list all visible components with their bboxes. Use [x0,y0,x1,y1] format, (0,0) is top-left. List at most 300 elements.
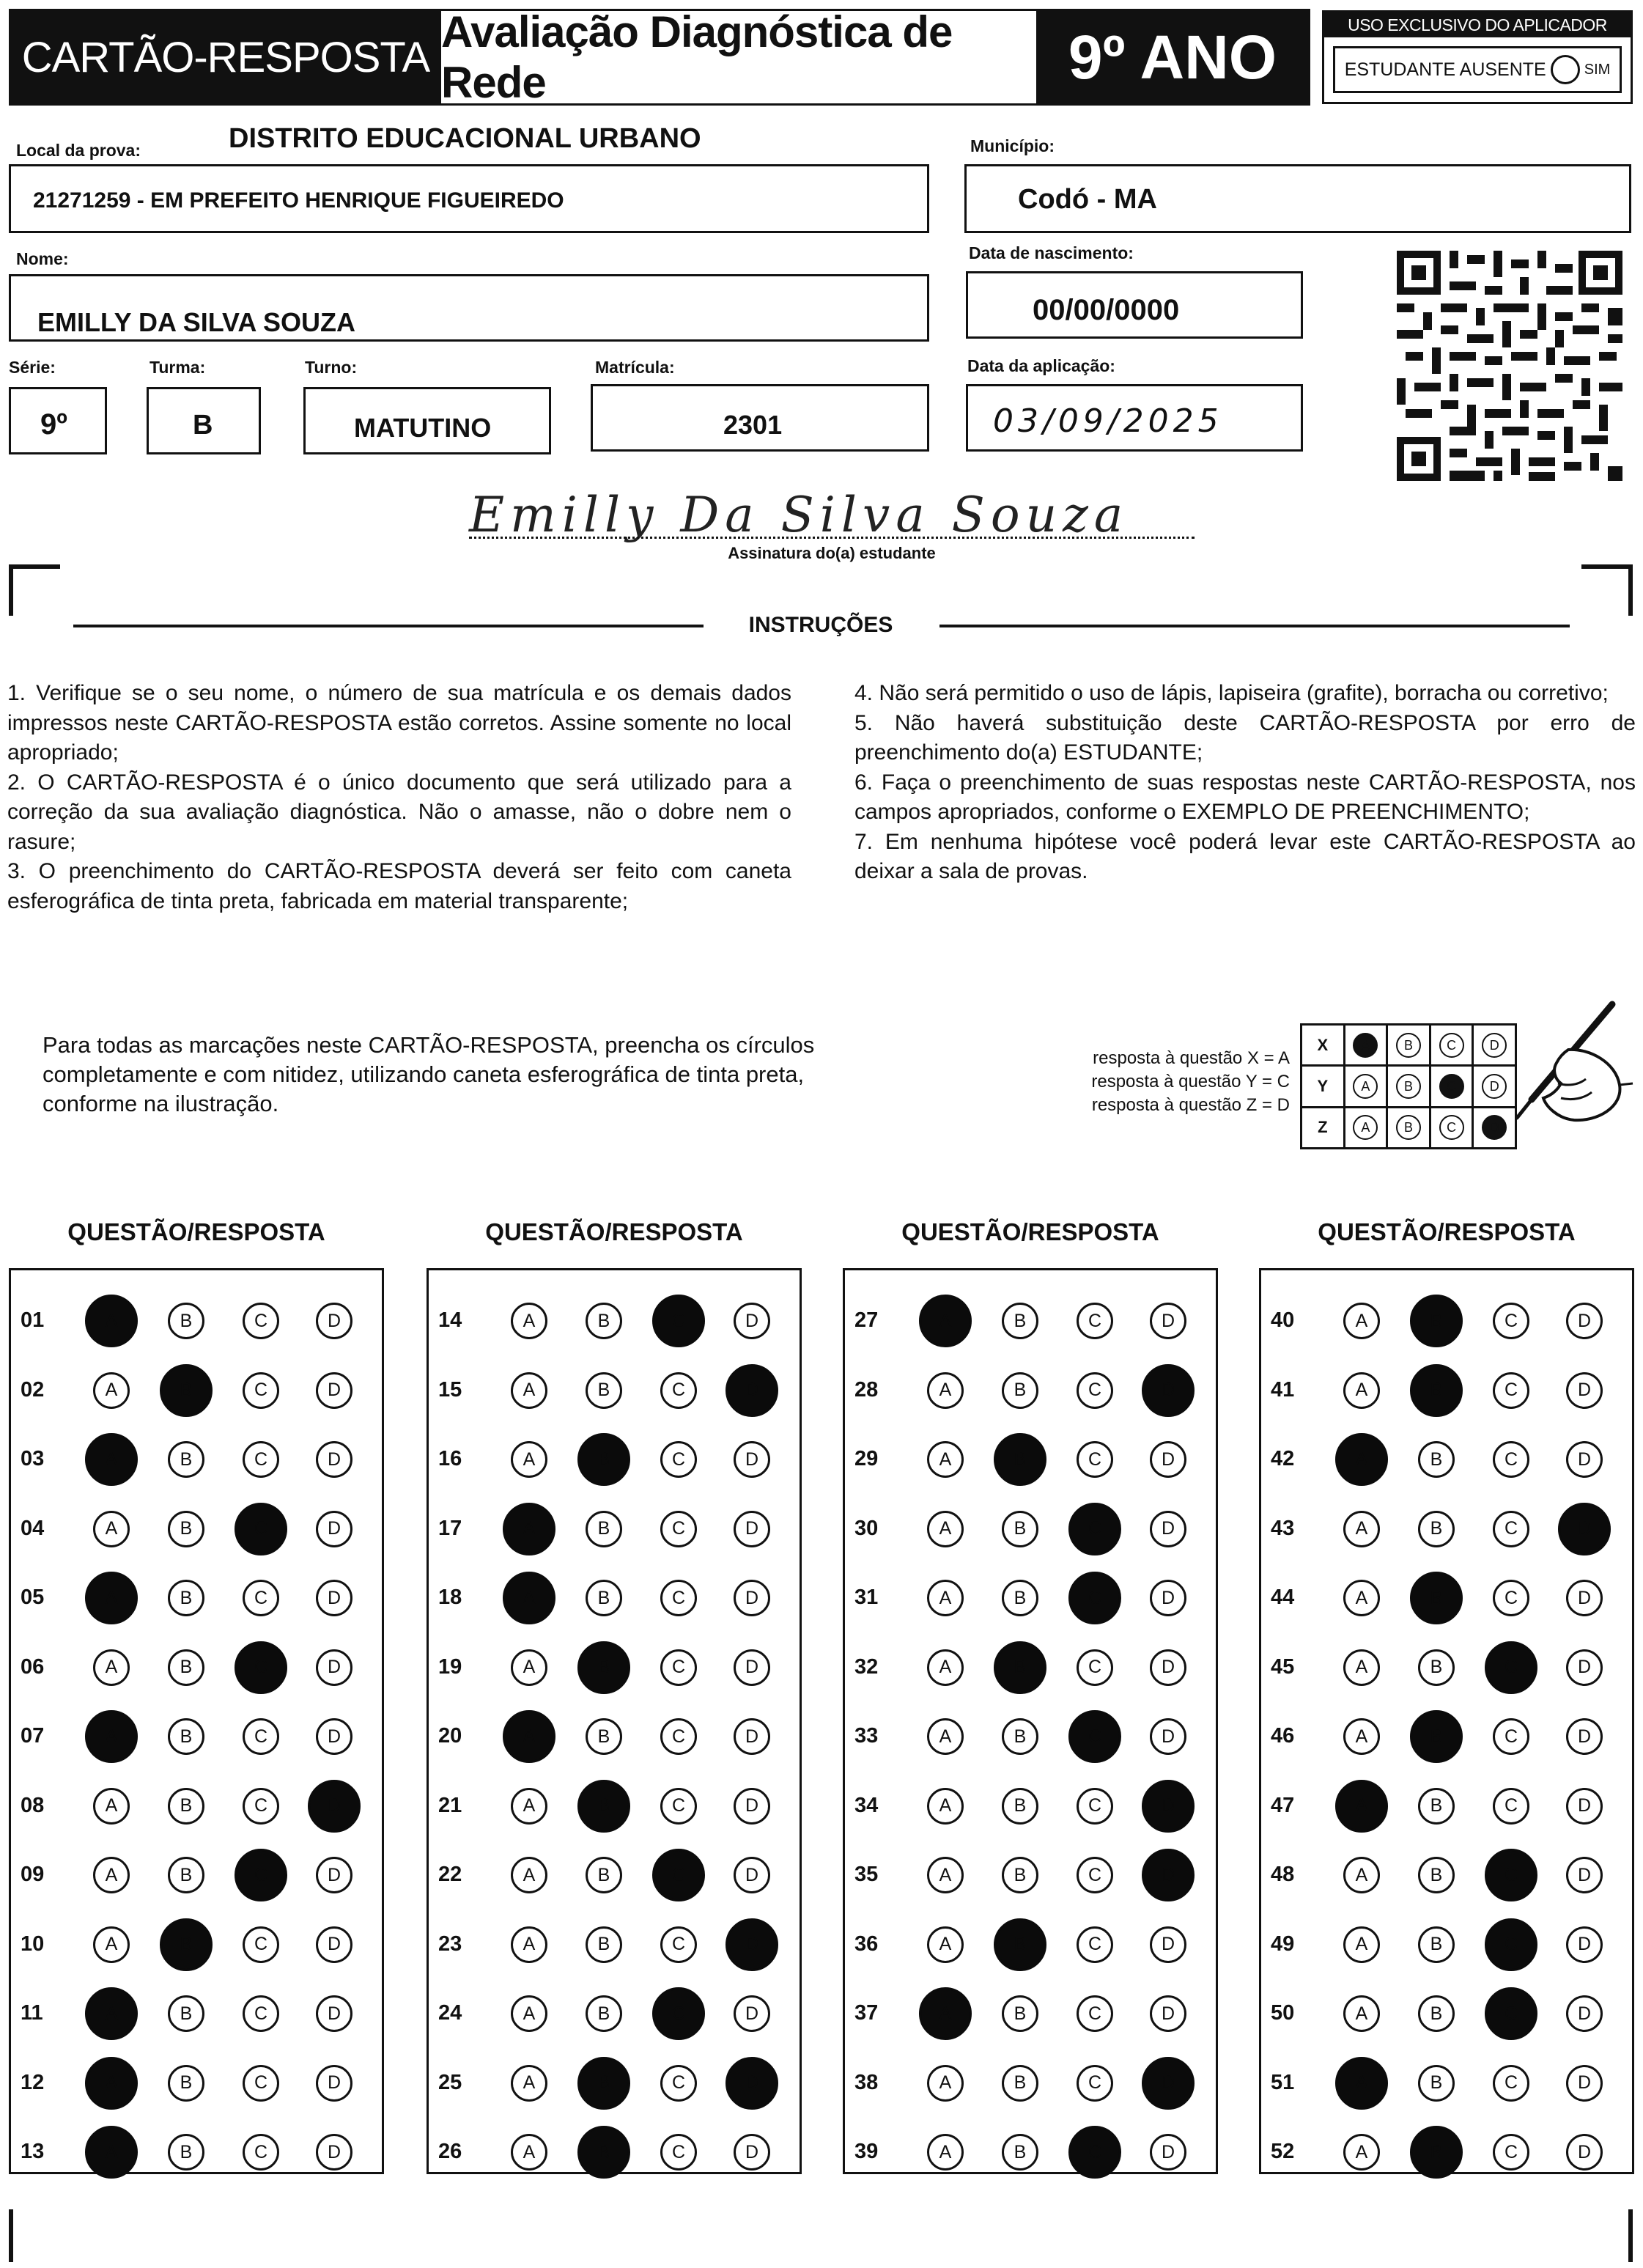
answer-bubble-a[interactable]: A [919,1295,972,1347]
answer-bubble-c[interactable]: C [1077,1303,1113,1339]
turma-field [147,387,261,454]
aplicacao-value: 03/09/2025 [993,402,1223,440]
answer-bubble-d[interactable]: D [1558,1503,1611,1555]
example-row [1302,1107,1516,1148]
answer-bubble-d[interactable]: D [316,1857,352,1893]
answer-bubble-b[interactable]: B [1418,1788,1455,1825]
answer-bubble-d[interactable]: D [1150,1926,1186,1963]
example-question-label: Y [1302,1066,1345,1107]
answer-bubble-a[interactable]: A [503,1710,555,1763]
answer-bubble-a[interactable]: A [85,1710,138,1763]
answer-bubble-b[interactable]: B [586,1718,622,1755]
question-number: 32 [854,1654,879,1679]
answer-bubble-c[interactable]: C [1493,1303,1529,1339]
answer-bubble-b[interactable]: B [168,2134,204,2171]
answer-bubble-d[interactable]: D [1566,2065,1603,2102]
answer-bubble-d[interactable]: D [1566,1303,1603,1339]
answer-bubble-a[interactable]: A [85,1433,138,1486]
answer-bubble-a[interactable]: A [93,1372,130,1409]
answer-bubble-a[interactable]: A [1343,2134,1380,2171]
answer-bubble-b[interactable]: B [168,1995,204,2032]
answer-bubble-c[interactable]: C [652,1295,705,1347]
example-cell [1344,1066,1387,1107]
answer-bubble-d[interactable]: D [725,2057,778,2110]
corner-mark-top-left [9,564,60,616]
example-bubble: B [1396,1115,1421,1140]
answer-bubble-d[interactable]: D [734,1857,770,1893]
answer-bubble-c[interactable]: C [660,1788,697,1825]
question-number: 18 [438,1586,462,1609]
answer-bubble-c[interactable]: C [1485,1849,1537,1901]
answer-bubble-b[interactable]: B [1002,1857,1038,1893]
corner-mark-bottom-right [1628,2209,1633,2262]
answer-bubble-d[interactable]: D [1566,1580,1603,1616]
pen-hand-icon [1488,997,1634,1166]
question-number: 16 [438,1447,462,1470]
answer-bubble-a[interactable]: A [1335,1433,1388,1486]
answer-bubble-a[interactable]: A [927,1580,964,1616]
answer-bubble-c[interactable]: C [1493,1788,1529,1825]
answer-bubble-c[interactable]: C [1077,1926,1113,1963]
municipio-label: Município: [970,136,1055,155]
answer-bubble-d[interactable]: D [1150,1718,1186,1755]
question-number: 50 [1271,2001,1295,2025]
answer-bubble-d[interactable]: D [308,1780,361,1833]
answer-bubble-c[interactable]: C [652,1849,705,1901]
answer-bubble-c[interactable]: C [660,1649,697,1686]
answer-bubble-c[interactable]: C [243,1926,279,1963]
answer-bubble-d[interactable]: D [1566,2134,1603,2171]
answer-bubble-d[interactable]: D [1150,1511,1186,1547]
answer-bubble-c[interactable]: C [1068,1503,1121,1555]
example-cell [1344,1107,1387,1148]
answer-bubble-d[interactable]: D [734,1788,770,1825]
example-cell [1387,1025,1430,1066]
example-bubble: A [1353,1115,1378,1140]
answer-bubble-d[interactable]: D [316,1649,352,1686]
example-cell [1344,1025,1387,1066]
answer-bubble-c[interactable]: C [1485,1918,1537,1971]
answer-bubble-d[interactable]: D [734,1441,770,1478]
question-number: 06 [21,1654,45,1679]
answer-bubble-d[interactable]: D [316,1995,352,2032]
answer-bubble-b[interactable]: B [1410,1295,1463,1347]
question-number: 22 [438,1863,462,1886]
question-number: 07 [21,1724,45,1748]
question-number: 17 [438,1516,462,1540]
answer-bubble-a[interactable]: A [927,1649,964,1686]
matricula-value: 2301 [723,410,783,440]
answer-bubble-d[interactable]: D [316,1718,352,1755]
question-number: 08 [21,1793,45,1817]
answer-bubble-a[interactable]: A [1335,2057,1388,2110]
question-number: 36 [854,1932,879,1956]
answer-bubble-b[interactable]: B [1002,1303,1038,1339]
answer-bubble-a[interactable]: A [927,1511,964,1547]
answer-bubble-b[interactable]: B [586,1372,622,1409]
answer-bubble-d[interactable]: D [316,1303,352,1339]
answer-bubble-a[interactable]: A [1343,1303,1380,1339]
instructions-rule-right [939,625,1570,627]
aplicacao-label: Data da aplicação: [967,356,1115,375]
answer-bubble-d[interactable]: D [1142,2057,1195,2110]
example-bubble: A [1353,1033,1378,1058]
answer-bubble-a[interactable]: A [511,1372,547,1409]
answer-bubble-d[interactable]: D [1566,1441,1603,1478]
answer-bubble-c[interactable]: C [1493,1511,1529,1547]
answer-bubble-b[interactable]: B [168,1857,204,1893]
answer-bubble-c[interactable]: C [652,1987,705,2040]
answer-bubble-d[interactable]: D [1150,1441,1186,1478]
answer-bubble-a[interactable]: A [511,1441,547,1478]
question-number: 51 [1271,2070,1295,2094]
answer-bubble-c[interactable]: C [660,1372,697,1409]
answer-bubble-d[interactable]: D [1150,1995,1186,2032]
answer-bubble-b[interactable]: B [1002,2134,1038,2171]
answer-bubble-b[interactable]: B [1410,1710,1463,1763]
answer-bubble-c[interactable]: C [1068,1572,1121,1624]
turno-label: Turno: [305,358,358,377]
answer-bubble-b[interactable]: B [168,1718,204,1755]
answer-bubble-c[interactable]: C [1493,2134,1529,2171]
answer-bubble-a[interactable]: A [511,1995,547,2032]
answer-bubble-d[interactable]: D [1566,1788,1603,1825]
answer-bubble-c[interactable]: C [243,1580,279,1616]
answer-bubble-c[interactable]: C [243,1303,279,1339]
answer-bubble-a[interactable]: A [1343,1926,1380,1963]
answer-bubble-d[interactable]: D [1566,1857,1603,1893]
turno-field [303,387,551,454]
answer-bubble-b[interactable]: B [168,1649,204,1686]
answer-bubble-c[interactable]: C [1493,2065,1529,2102]
answer-bubble-d[interactable]: D [734,1303,770,1339]
absent-label: ESTUDANTE AUSENTE [1344,59,1546,80]
answer-bubble-d[interactable]: D [734,1511,770,1547]
example-legend [997,1047,1290,1117]
column-title: QUESTÃO/RESPOSTA [485,1218,743,1245]
column-title: QUESTÃO/RESPOSTA [901,1218,1159,1245]
example-grid [1300,1023,1517,1149]
instructions-right [854,679,1636,887]
nascimento-label: Data de nascimento: [969,243,1134,262]
question-number: 09 [21,1863,45,1886]
answer-bubble-b[interactable]: B [586,1511,622,1547]
answer-bubble-d[interactable]: D [1566,1718,1603,1755]
answer-bubble-d[interactable]: D [1566,1995,1603,2032]
answer-bubble-d[interactable]: D [316,1511,352,1547]
answer-bubble-d[interactable]: D [734,1649,770,1686]
answer-bubble-a[interactable]: A [927,1857,964,1893]
answer-bubble-a[interactable]: A [93,1649,130,1686]
card-title: CARTÃO-RESPOSTA [10,9,441,106]
answer-bubble-b[interactable]: B [577,2126,630,2179]
example-cell [1430,1066,1473,1107]
answer-bubble-c[interactable]: C [1493,1441,1529,1478]
answer-bubble-c[interactable]: C [1493,1372,1529,1409]
example-bubble: D [1482,1074,1507,1099]
question-number: 01 [21,1308,45,1332]
answer-bubble-a[interactable]: A [511,1926,547,1963]
answer-bubble-c[interactable]: C [243,1788,279,1825]
answer-bubble-b[interactable]: B [168,1441,204,1478]
answer-bubble-a[interactable]: A [93,1788,130,1825]
instruction-item: 7. Em nenhuma hipótese você poderá levar este CARTÃO-RESPOSTA ao deixar a sala de provas. [854,829,1636,883]
answer-bubble-c[interactable]: C [660,1441,697,1478]
answer-bubble-b[interactable]: B [1002,1718,1038,1755]
answer-bubble-c[interactable]: C [1068,2126,1121,2179]
answer-bubble-b[interactable]: B [994,1918,1046,1971]
answer-bubble-c[interactable]: C [235,1641,287,1694]
answer-bubble-c[interactable]: C [1077,1372,1113,1409]
answer-bubble-d[interactable]: D [1566,1372,1603,1409]
answer-bubble-d[interactable]: D [725,1364,778,1417]
answer-bubble-c[interactable]: C [1077,1857,1113,1893]
answer-bubble-a[interactable]: A [1343,1580,1380,1616]
answer-bubble-b[interactable]: B [994,1641,1046,1694]
answer-bubble-a[interactable]: A [93,1926,130,1963]
district-text: DISTRITO EDUCACIONAL URBANO [229,123,701,154]
municipio-field [964,164,1631,233]
answer-bubble-b[interactable]: B [168,1788,204,1825]
example-cell [1387,1107,1430,1148]
answer-bubble-c[interactable]: C [243,1995,279,2032]
answer-bubble-a[interactable]: A [85,1572,138,1624]
answer-bubble-b[interactable]: B [1418,1926,1455,1963]
matricula-field [591,384,929,452]
answer-bubble-a[interactable]: A [927,2065,964,2102]
instruction-item: 4. Não será permitido o uso de lápis, lapiseira (grafite), borracha ou corretivo; [854,681,1609,705]
example-cell [1430,1025,1473,1066]
question-number: 37 [854,2001,879,2025]
legend-line: resposta à questão Z = D [1091,1095,1290,1115]
answer-bubble-d[interactable]: D [1142,1780,1195,1833]
answer-bubble-a[interactable]: A [85,2057,138,2110]
answer-bubble-a[interactable]: A [927,1441,964,1478]
question-number: 25 [438,2070,462,2094]
question-number: 42 [1271,1447,1295,1470]
answer-bubble-b[interactable]: B [577,2057,630,2110]
answer-bubble-d[interactable]: D [1150,1303,1186,1339]
answer-bubble-a[interactable]: A [927,1788,964,1825]
answer-bubble-a[interactable]: A [927,1718,964,1755]
answer-bubble-d[interactable]: D [734,1580,770,1616]
legend-line: resposta à questão Y = C [1091,1072,1290,1091]
answer-bubble-a[interactable]: A [1343,1511,1380,1547]
answer-bubble-a[interactable]: A [511,1303,547,1339]
answer-bubble-c[interactable]: C [1493,1580,1529,1616]
nascimento-value: 00/00/0000 [1033,294,1180,326]
answer-bubble-b[interactable]: B [168,1580,204,1616]
answer-bubble-b[interactable]: B [577,1641,630,1694]
answer-bubble-d[interactable]: D [725,1918,778,1971]
question-number: 31 [854,1586,879,1609]
answer-bubble-a[interactable]: A [919,1987,972,2040]
absent-bubble[interactable] [1551,55,1580,84]
answer-bubble-c[interactable]: C [243,1718,279,1755]
example-row [1302,1025,1516,1066]
answer-bubble-b[interactable]: B [577,1433,630,1486]
answer-bubble-b[interactable]: B [1002,1995,1038,2032]
answer-bubble-c[interactable]: C [243,2065,279,2102]
answer-bubble-d[interactable]: D [316,1580,352,1616]
answer-bubble-b[interactable]: B [1410,1364,1463,1417]
answer-bubble-b[interactable]: B [1002,1580,1038,1616]
answer-bubble-b[interactable]: B [1418,1649,1455,1686]
question-number: 10 [21,1932,45,1956]
turma-label: Turma: [149,358,206,377]
answer-bubble-c[interactable]: C [660,1718,697,1755]
question-number: 39 [854,2140,879,2163]
answer-bubble-d[interactable]: D [1142,1849,1195,1901]
answer-bubble-c[interactable]: C [1077,1441,1113,1478]
question-number: 44 [1271,1586,1295,1609]
exam-title: Avaliação Diagnóstica de Rede [441,7,953,107]
question-number: 47 [1271,1793,1295,1817]
instruction-item: 1. Verifique se o seu nome, o número de sua matrícula e os demais dados impressos neste CARTÃO-RESPOSTA estão corretos. Assine somente no local apropriado; [7,681,791,765]
answer-bubble-b[interactable]: B [586,1926,622,1963]
question-number: 46 [1271,1724,1295,1748]
answer-bubble-d[interactable]: D [1150,1580,1186,1616]
signature-line [469,537,1195,539]
answer-bubble-b[interactable]: B [1002,2065,1038,2102]
question-number: 29 [854,1447,879,1470]
answer-bubble-d[interactable]: D [316,2065,352,2102]
answer-bubble-d[interactable]: D [734,2134,770,2171]
answer-bubble-a[interactable]: A [503,1503,555,1555]
answer-bubble-c[interactable]: C [660,1926,697,1963]
answer-bubble-c[interactable]: C [1485,1987,1537,2040]
example-row [1302,1066,1516,1107]
school-value: 21271259 - EM PREFEITO HENRIQUE FIGUEIREDO [33,188,564,213]
answer-bubble-d[interactable]: D [1150,1649,1186,1686]
answer-bubble-a[interactable]: A [1343,1372,1380,1409]
answer-bubble-a[interactable]: A [927,2134,964,2171]
example-bubble: D [1482,1115,1507,1140]
answer-bubble-d[interactable]: D [316,1926,352,1963]
answer-bubble-d[interactable]: D [316,1372,352,1409]
question-number: 05 [21,1586,45,1609]
answer-bubble-a[interactable]: A [927,1926,964,1963]
answer-bubble-d[interactable]: D [1566,1926,1603,1963]
answer-bubble-b[interactable]: B [1410,2126,1463,2179]
answer-bubble-b[interactable]: B [1002,1788,1038,1825]
example-cell [1387,1066,1430,1107]
local-label: Local da prova: [16,141,141,160]
question-number: 03 [21,1447,45,1470]
example-bubble: C [1439,1033,1464,1058]
answer-bubble-c[interactable]: C [235,1503,287,1555]
answer-bubble-c[interactable]: C [1077,1649,1113,1686]
answer-bubble-d[interactable]: D [734,1718,770,1755]
answer-bubble-a[interactable]: A [1335,1780,1388,1833]
answer-bubble-b[interactable]: B [577,1780,630,1833]
answer-bubble-c[interactable]: C [1493,1718,1529,1755]
student-signature: Emilly Da Silva Souza [469,487,1129,543]
answer-bubble-c[interactable]: C [243,1372,279,1409]
answer-bubble-b[interactable]: B [1418,1511,1455,1547]
answer-bubble-d[interactable]: D [1150,2134,1186,2171]
answer-bubble-a[interactable]: A [511,1788,547,1825]
answer-bubble-c[interactable]: C [1077,1788,1113,1825]
nascimento-field [966,271,1303,339]
answer-bubble-b[interactable]: B [1418,1441,1455,1478]
answer-bubble-c[interactable]: C [1077,1995,1113,2032]
answer-bubble-c[interactable]: C [660,1580,697,1616]
answer-bubble-b[interactable]: B [160,1918,213,1971]
answer-bubble-d[interactable]: D [1142,1364,1195,1417]
answer-bubble-b[interactable]: B [168,2065,204,2102]
answer-bubble-a[interactable]: A [93,1857,130,1893]
question-number: 38 [854,2070,879,2094]
answer-bubble-a[interactable]: A [93,1511,130,1547]
answer-bubble-a[interactable]: A [511,1857,547,1893]
answer-bubble-a[interactable]: A [511,1649,547,1686]
answer-bubble-b[interactable]: B [586,1857,622,1893]
example-bubble: A [1353,1074,1378,1099]
answer-bubble-b[interactable]: B [586,1303,622,1339]
answer-bubble-c[interactable]: C [243,1441,279,1478]
answer-bubble-d[interactable]: D [734,1995,770,2032]
turma-value: B [193,410,213,441]
answer-bubble-c[interactable]: C [243,2134,279,2171]
answer-bubble-b[interactable]: B [994,1433,1046,1486]
answer-bubble-d[interactable]: D [1566,1649,1603,1686]
answer-bubble-a[interactable]: A [511,2134,547,2171]
answer-bubble-b[interactable]: B [160,1364,213,1417]
answer-bubble-a[interactable]: A [85,1295,138,1347]
answer-bubble-b[interactable]: B [168,1511,204,1547]
answer-bubble-b[interactable]: B [586,1995,622,2032]
answer-bubble-b[interactable]: B [1418,1857,1455,1893]
answer-bubble-c[interactable]: C [660,2065,697,2102]
question-number: 20 [438,1724,462,1748]
answer-bubble-c[interactable]: C [1485,1641,1537,1694]
instructions-rule-left [73,625,704,627]
answer-bubble-b[interactable]: B [1002,1511,1038,1547]
answer-bubble-a[interactable]: A [927,1372,964,1409]
answer-bubble-a[interactable]: A [1343,1718,1380,1755]
question-number: 40 [1271,1308,1295,1332]
answer-bubble-b[interactable]: B [168,1303,204,1339]
answer-bubble-a[interactable]: A [1343,1649,1380,1686]
municipio-value: Codó - MA [1018,184,1157,215]
answer-bubble-b[interactable]: B [1002,1372,1038,1409]
answer-bubble-a[interactable]: A [1343,1857,1380,1893]
answer-bubble-a[interactable]: A [85,2126,138,2179]
answer-bubble-c[interactable]: C [660,2134,697,2171]
answer-bubble-b[interactable]: B [1418,2065,1455,2102]
answer-bubble-c[interactable]: C [235,1849,287,1901]
answer-bubble-d[interactable]: D [316,2134,352,2171]
answer-bubble-a[interactable]: A [511,2065,547,2102]
answer-bubble-a[interactable]: A [85,1987,138,2040]
fill-instructions: Para todas as marcações neste CARTÃO-RESPOSTA, preencha os círculos completamente e com nitidez, utilizando caneta esferográfica de tinta preta, conforme na ilustração. [43,1032,815,1116]
corner-mark-top-right [1581,564,1633,616]
answer-bubble-b[interactable]: B [586,1580,622,1616]
answer-bubble-b[interactable]: B [1418,1995,1455,2032]
answer-bubble-b[interactable]: B [1410,1572,1463,1624]
answer-bubble-d[interactable]: D [316,1441,352,1478]
answer-bubble-c[interactable]: C [1068,1710,1121,1763]
matricula-label: Matrícula: [595,358,675,377]
answer-bubble-c[interactable]: C [660,1511,697,1547]
instruction-item: 5. Não haverá substituição deste CARTÃO-RESPOSTA por erro de preenchimento do(a) ESTUDANTE; [854,710,1636,765]
answer-bubble-c[interactable]: C [1077,2065,1113,2102]
answer-bubble-a[interactable]: A [503,1572,555,1624]
question-number: 30 [854,1516,879,1540]
answer-bubble-a[interactable]: A [1343,1995,1380,2032]
signature-caption: Assinatura do(a) estudante [728,544,936,562]
